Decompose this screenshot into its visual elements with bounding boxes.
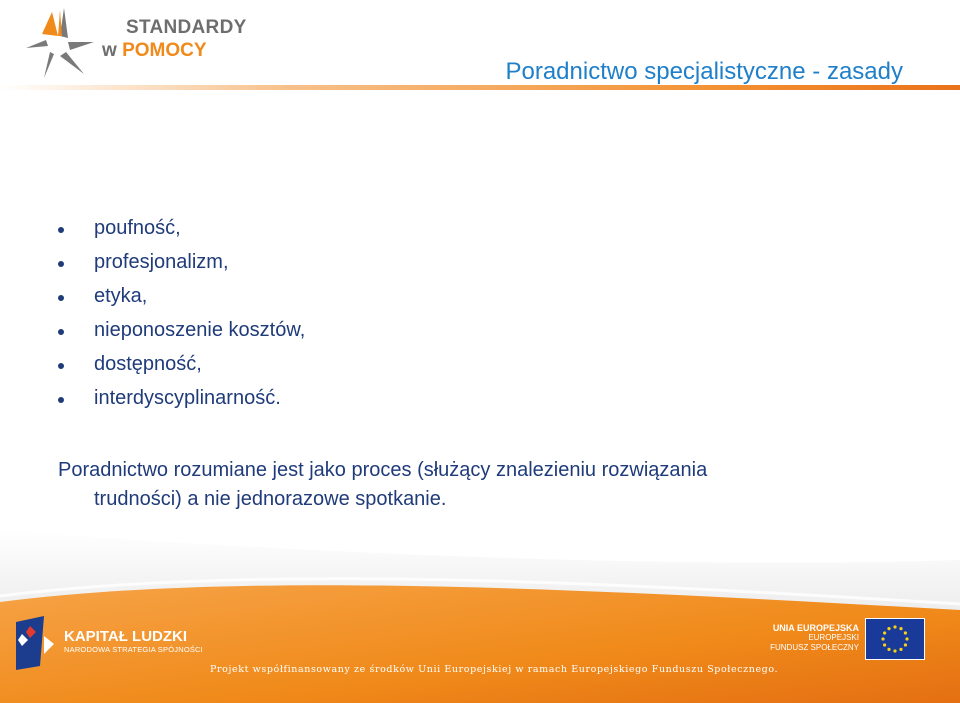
bullet-icon xyxy=(58,261,64,267)
bullet-icon xyxy=(58,397,64,403)
title-underline xyxy=(0,85,960,90)
principles-list xyxy=(58,214,305,418)
list-item-text: poufność, xyxy=(94,217,181,239)
bullet-icon xyxy=(58,363,64,369)
footer-swoosh xyxy=(0,520,960,703)
kl-subtitle: NARODOWA STRATEGIA SPÓJNOŚCI xyxy=(64,645,203,654)
star-logo-icon xyxy=(24,6,100,80)
bullet-icon xyxy=(58,329,64,335)
eu-line2: EUROPEJSKI xyxy=(808,633,859,642)
list-item-text: etyka, xyxy=(94,285,148,307)
eu-text xyxy=(770,623,859,653)
eu-line1: UNIA EUROPEJSKA xyxy=(772,623,859,633)
logo-line1: STANDARDY xyxy=(126,17,247,38)
bullet-icon xyxy=(58,295,64,301)
list-item xyxy=(58,350,305,384)
paragraph-line2: trudności) a nie jednorazowe spotkanie. xyxy=(94,488,447,510)
paragraph-line1: Poradnictwo rozumiane jest jako proces (służący znalezieniu rozwiązania xyxy=(58,459,708,481)
eu-line3: FUNDUSZ SPOŁECZNY xyxy=(770,643,859,652)
list-item xyxy=(58,214,305,248)
definition-paragraph xyxy=(58,456,888,514)
list-item xyxy=(58,384,305,418)
cofinancing-note: Projekt współfinansowany ze środków Unii Europejskiej w ramach Europejskiego Funduszu Społecznego. xyxy=(210,664,779,675)
list-item-text: dostępność, xyxy=(94,353,202,375)
eu-flag-icon xyxy=(865,618,925,660)
logo-line2 xyxy=(102,40,207,62)
list-item-text: interdyscyplinarność. xyxy=(94,387,281,409)
kl-title: KAPITAŁ LUDZKI xyxy=(64,628,188,645)
logo-line2-suffix: POMOCY xyxy=(122,40,207,61)
page-title: Poradnictwo specjalistyczne - zasady xyxy=(505,58,903,85)
list-item xyxy=(58,316,305,350)
list-item-text: profesjonalizm, xyxy=(94,251,229,273)
standardy-logo xyxy=(18,2,247,82)
list-item xyxy=(58,282,305,316)
list-item xyxy=(58,248,305,282)
kapital-ludzki-logo-icon xyxy=(14,614,58,670)
list-item-text: nieponoszenie kosztów, xyxy=(94,319,306,341)
logo-line2-prefix: w xyxy=(102,40,117,61)
bullet-icon xyxy=(58,227,64,233)
